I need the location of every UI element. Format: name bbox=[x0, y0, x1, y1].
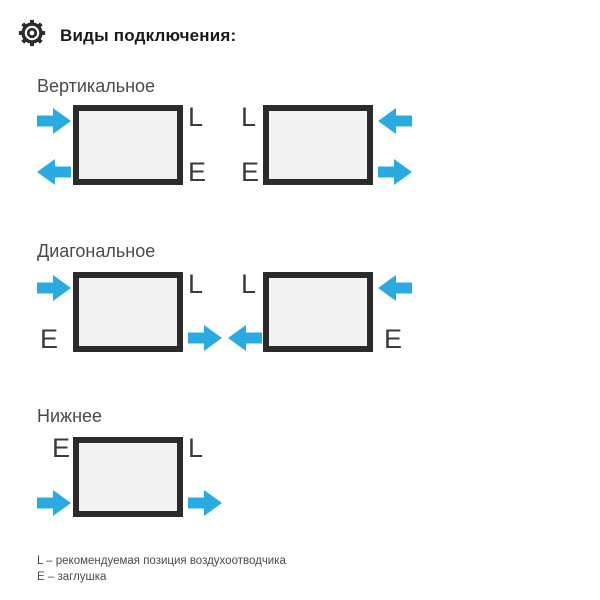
radiator-box bbox=[263, 272, 373, 352]
plug-label: E bbox=[52, 433, 71, 463]
plug-label: E bbox=[188, 157, 207, 187]
gear-icon bbox=[17, 18, 47, 48]
flow-arrow-left-icon bbox=[378, 274, 412, 302]
air-vent-label: L bbox=[188, 433, 204, 463]
legend bbox=[37, 553, 286, 585]
flow-arrow-right-icon bbox=[37, 274, 71, 302]
flow-arrow-right-icon bbox=[188, 489, 222, 517]
plug-label: E bbox=[241, 157, 260, 187]
flow-arrow-right-icon bbox=[378, 158, 412, 186]
radiator-box bbox=[73, 272, 183, 352]
section-label-bottom: Нижнее bbox=[37, 406, 103, 426]
legend-line-plug: E – заглушка bbox=[37, 571, 107, 583]
flow-arrow-left-icon bbox=[228, 324, 262, 352]
radiator-box bbox=[73, 437, 183, 517]
air-vent-label: L bbox=[241, 269, 257, 299]
plug-label: E bbox=[40, 324, 59, 354]
plug-label: E bbox=[384, 324, 403, 354]
radiator-box bbox=[263, 105, 373, 185]
flow-arrow-left-icon bbox=[378, 107, 412, 135]
air-vent-label: L bbox=[188, 269, 204, 299]
page-title: Виды подключения: bbox=[60, 26, 237, 45]
section-label-vertical: Вертикальное bbox=[37, 76, 156, 96]
flow-arrow-left-icon bbox=[37, 158, 71, 186]
air-vent-label: L bbox=[241, 102, 257, 132]
air-vent-label: L bbox=[188, 102, 204, 132]
flow-arrow-right-icon bbox=[37, 107, 71, 135]
section-label-diagonal: Диагональное bbox=[37, 241, 156, 261]
flow-arrow-right-icon bbox=[37, 489, 71, 517]
radiator-box bbox=[73, 105, 183, 185]
legend-line-air-vent: L – рекомендуемая позиция воздухоотводчика bbox=[37, 555, 286, 567]
flow-arrow-right-icon bbox=[188, 324, 222, 352]
